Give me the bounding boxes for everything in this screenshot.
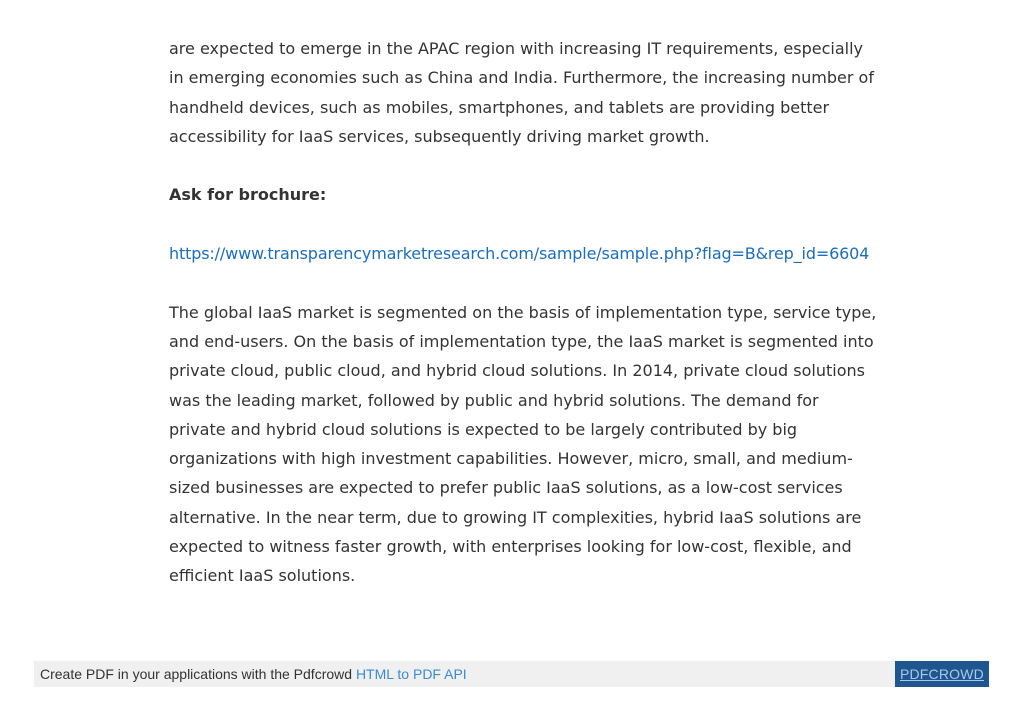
paragraph-line: accessibility for IaaS services, subsequently driving market growth. <box>169 126 710 146</box>
pdfcrowd-brand-button[interactable]: PDFCROWD <box>895 661 989 687</box>
paragraph-line: private and hybrid cloud solutions is expected to be largely contributed by big <box>169 419 798 439</box>
spacer <box>169 268 869 297</box>
footer-text: Create PDF in your applications with the Pdfcrowd <box>40 666 353 682</box>
paragraph-line: handheld devices, such as mobiles, smartphones, and tablets are providing better <box>169 97 830 117</box>
intro-paragraph <box>169 34 874 151</box>
paragraph-line: are expected to emerge in the APAC region with increasing IT requirements, especially <box>169 39 863 58</box>
market-paragraph <box>169 298 877 591</box>
paragraph-line: private cloud, public cloud, and hybrid cloud solutions. In 2014, private cloud solutions <box>169 361 865 381</box>
article-body <box>169 34 877 591</box>
brochure-link-row <box>169 239 869 268</box>
paragraph-line: The global IaaS market is segmented on the basis of implementation type, service type, <box>169 302 877 322</box>
paragraph-line: and end-users. On the basis of implementation type, the IaaS market is segmented into <box>169 331 874 351</box>
brochure-link[interactable]: https://www.transparencymarketresearch.com/sample/sample.php?flag=B&rep_id=6604 <box>169 244 870 264</box>
brochure-heading: Ask for brochure: <box>169 185 327 205</box>
paragraph-line: was the leading market, followed by public and hybrid solutions. The demand for <box>169 390 819 410</box>
paragraph-line: efficient IaaS solutions. <box>169 566 356 586</box>
paragraph-line: alternative. In the near term, due to growing IT complexities, hybrid IaaS solutions are <box>169 507 862 527</box>
footer-text-row <box>40 661 467 687</box>
paragraph-line: organizations with high investment capabilities. However, micro, small, and medium- <box>169 449 853 469</box>
pdfcrowd-footer <box>34 661 989 687</box>
paragraph-line: sized businesses are expected to prefer public IaaS solutions, as a low-cost services <box>169 478 843 498</box>
paragraph-line: in emerging economies such as China and India. Furthermore, the increasing number of <box>169 68 874 88</box>
paragraph-line: expected to witness faster growth, with enterprises looking for low-cost, flexible, and <box>169 537 852 557</box>
spacer <box>169 151 869 180</box>
html-to-pdf-api-link[interactable]: HTML to PDF API <box>355 666 467 682</box>
spacer <box>169 210 869 239</box>
